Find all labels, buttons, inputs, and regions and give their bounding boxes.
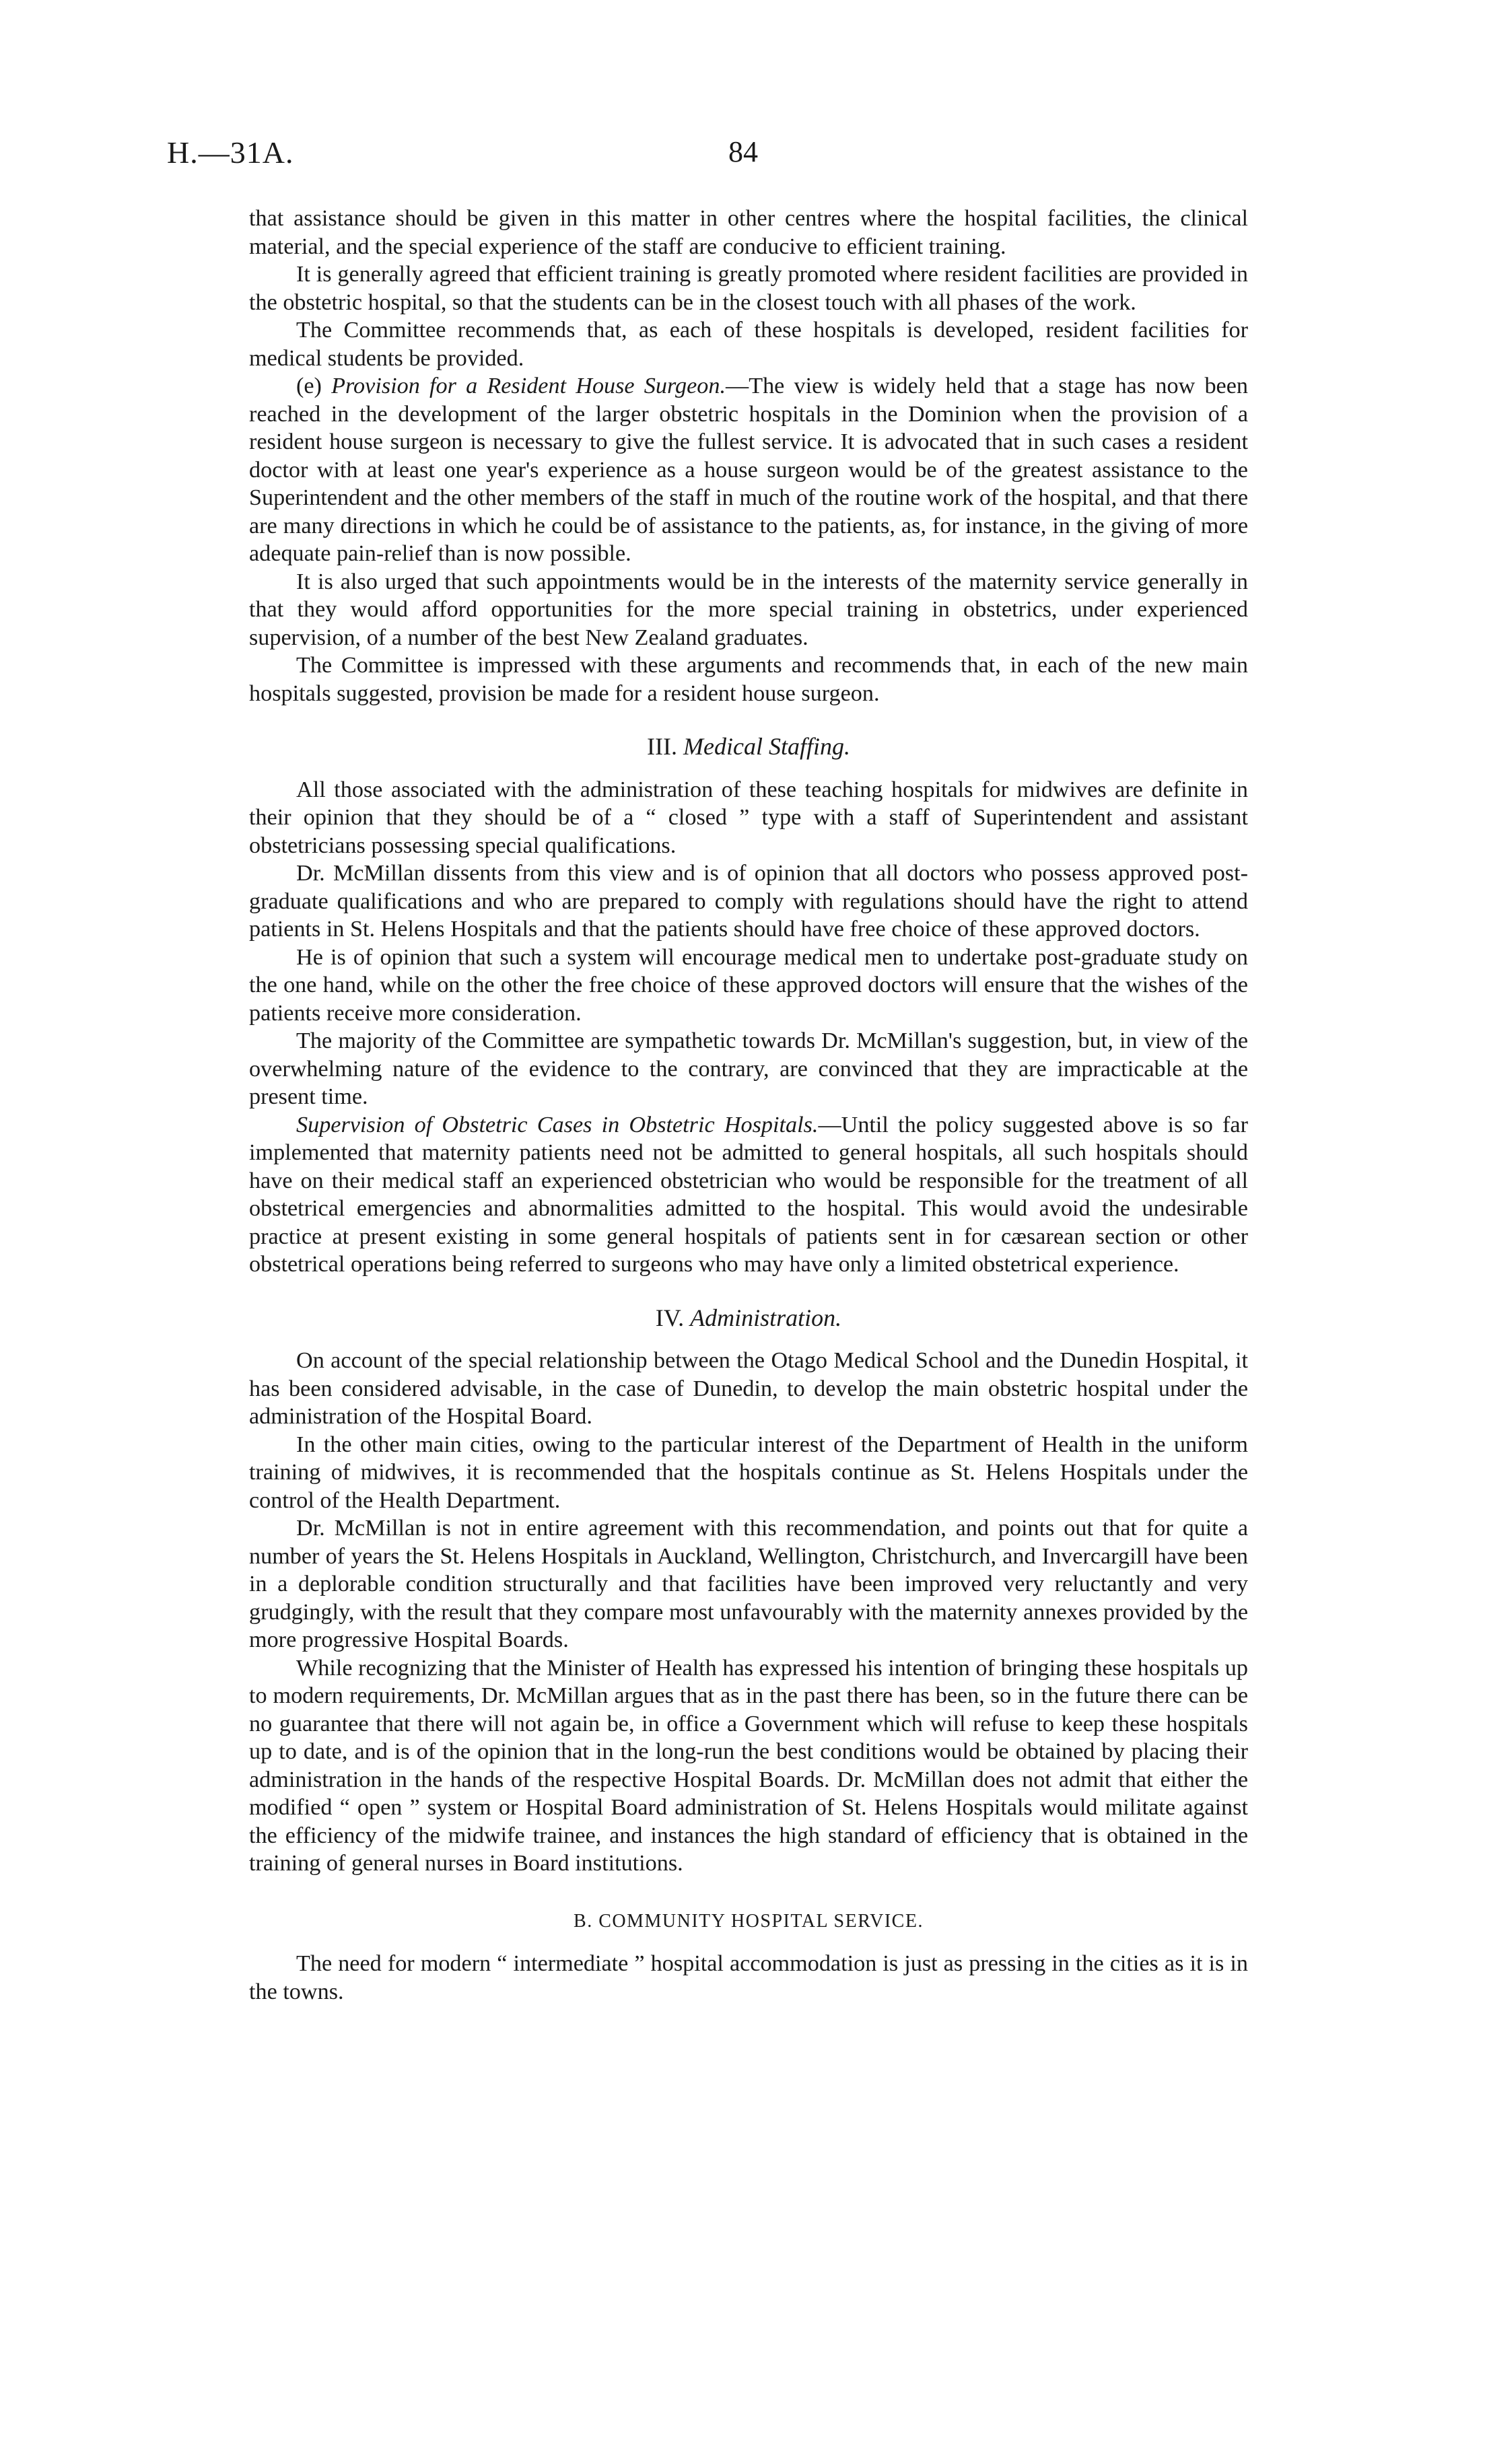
paragraph: He is of opinion that such a system will encourage medical men to undertake post-graduate study on the one hand, while on the other the free choice of these approved doctors will ensure that the wishes of the patients receive more consideration.	[249, 944, 1248, 1026]
page-number: 84	[728, 135, 758, 168]
paragraph: All those associated with the administration of these teaching hospitals for midwives are definite in their opinion that they should be of a “ closed ” type with a staff of Superintendent and assistant obstetricians possessing special qualifications.	[249, 777, 1248, 858]
section-numeral: IV.	[655, 1304, 691, 1331]
paragraph-text: —Until the policy suggested above is so far implemented that maternity patients need not be admitted to general hospitals, all such hospitals should have on their medical staff an experienced obstetrician who would be responsible for the treatment of all obstetrical emergencies and abnormalities admitted to the hospital. This would avoid the undesirable practice at present existing in some general hospitals of patients sent in for cæsarean section or other obstetrical operations being referred to surgeons who may have only a limited obstetrical experience.	[249, 1112, 1248, 1277]
paragraph: Dr. McMillan is not in entire agreement with this recommendation, and points out that for quite a number of years the St. Helens Hospitals in Auckland, Wellington, Christchurch, and Invercargill have been in a deplorable condition structurally and that facilities have been improved very reluctantly and very grudgingly, with the result that they compare most unfavourably with the maternity annexes provided by the more progressive Hospital Boards.	[249, 1516, 1248, 1652]
paragraph: The need for modern “ intermediate ” hospital accommodation is just as pressing in the cities as it is in the towns.	[249, 1951, 1248, 2004]
paragraph: Dr. McMillan dissents from this view and is of opinion that all doctors who possess approved post-graduate qualifications and who are prepared to comply with regulations should have the right to attend patients in St. Helens Hospitals and that the patients should have free choice of these approved doctors.	[249, 861, 1248, 942]
section-title: Administration.	[690, 1304, 842, 1331]
paragraph: The Committee recommends that, as each of these hospitals is developed, resident facilities for medical students be provided.	[249, 318, 1248, 371]
paragraph-supervision	[249, 1111, 1248, 1279]
section-heading-medical-staffing	[249, 733, 1248, 761]
section-heading-administration	[249, 1304, 1248, 1333]
paragraph-text: —The view is widely held that a stage has now been reached in the development of the larger obstetric hospitals in the Dominion when the provision of a resident house surgeon is necessary to give the fullest service. It is advocated that in such cases a resident doctor with at least one year's experience as a house surgeon would be of the greatest assistance to the Superintendent and the other members of the staff in much of the routine work of the hospital, and that there are many directions in which he could be of assistance to the patients, as, for instance, in the giving of more adequate pain-relief than is now possible.	[249, 374, 1249, 566]
section-numeral: III.	[647, 733, 683, 760]
paragraph: The Committee is impressed with these arguments and recommends that, in each of the new main hospitals suggested, provision be made for a resident house surgeon.	[249, 653, 1248, 706]
paragraph: that assistance should be given in this matter in other centres where the hospital facilities, the clinical material, and the special experience of the staff are conducive to efficient training.	[249, 206, 1248, 259]
paragraph-heading: Provision for a Resident House Surgeon.	[331, 374, 726, 398]
section-title: Medical Staffing.	[683, 733, 850, 760]
paragraph: On account of the special relationship between the Otago Medical School and the Dunedin Hospital, it has been considered advisable, in the case of Dunedin, to develop the main obstetric hospital under the administration of the Hospital Board.	[249, 1348, 1248, 1429]
paragraph: While recognizing that the Minister of Health has expressed his intention of bringing these hospitals up to modern requirements, Dr. McMillan argues that as in the past there has been, so in the future there can be no guarantee that there will not again be, in office a Government which will refuse to keep these hospitals up to date, and is of the opinion that in the long-run the best conditions would be obtained by placing their administration in the hands of the respective Hospital Boards. Dr. McMillan does not admit that either the modified “ open ” system or Hospital Board administration of St. Helens Hospitals would militate against the efficiency of the midwife trainee, and instances the high standard of efficiency that is obtained in the training of general nurses in Board institutions.	[249, 1655, 1248, 1876]
document-body	[249, 205, 1248, 2006]
paragraph: The majority of the Committee are sympathetic towards Dr. McMillan's suggestion, but, in view of the overwhelming nature of the evidence to the contrary, are convinced that they are impracticable at the present time.	[249, 1028, 1248, 1109]
paragraph: It is also urged that such appointments would be in the interests of the maternity service generally in that they would afford opportunities for the more special training in obstetrics, under experienced supervision, of a number of the best New Zealand graduates.	[249, 569, 1248, 650]
paragraph: In the other main cities, owing to the particular interest of the Department of Health in the uniform training of midwives, it is recommended that the hospitals continue as St. Helens Hospitals under the control of the Health Department.	[249, 1432, 1248, 1513]
paragraph-resident-house-surgeon	[249, 372, 1248, 568]
section-heading-community-hospital-service: B. COMMUNITY HOSPITAL SERVICE.	[574, 1910, 924, 1932]
paragraph: It is generally agreed that efficient training is greatly promoted where resident facilities are provided in the obstetric hospital, so that the students can be in the closest touch with all phases of the work.	[249, 262, 1248, 315]
paragraph-heading: Supervision of Obstetric Cases in Obstetric Hospitals.	[296, 1112, 819, 1137]
document-reference: H.—31A.	[167, 135, 294, 170]
paragraph-prefix: (e)	[296, 374, 332, 398]
